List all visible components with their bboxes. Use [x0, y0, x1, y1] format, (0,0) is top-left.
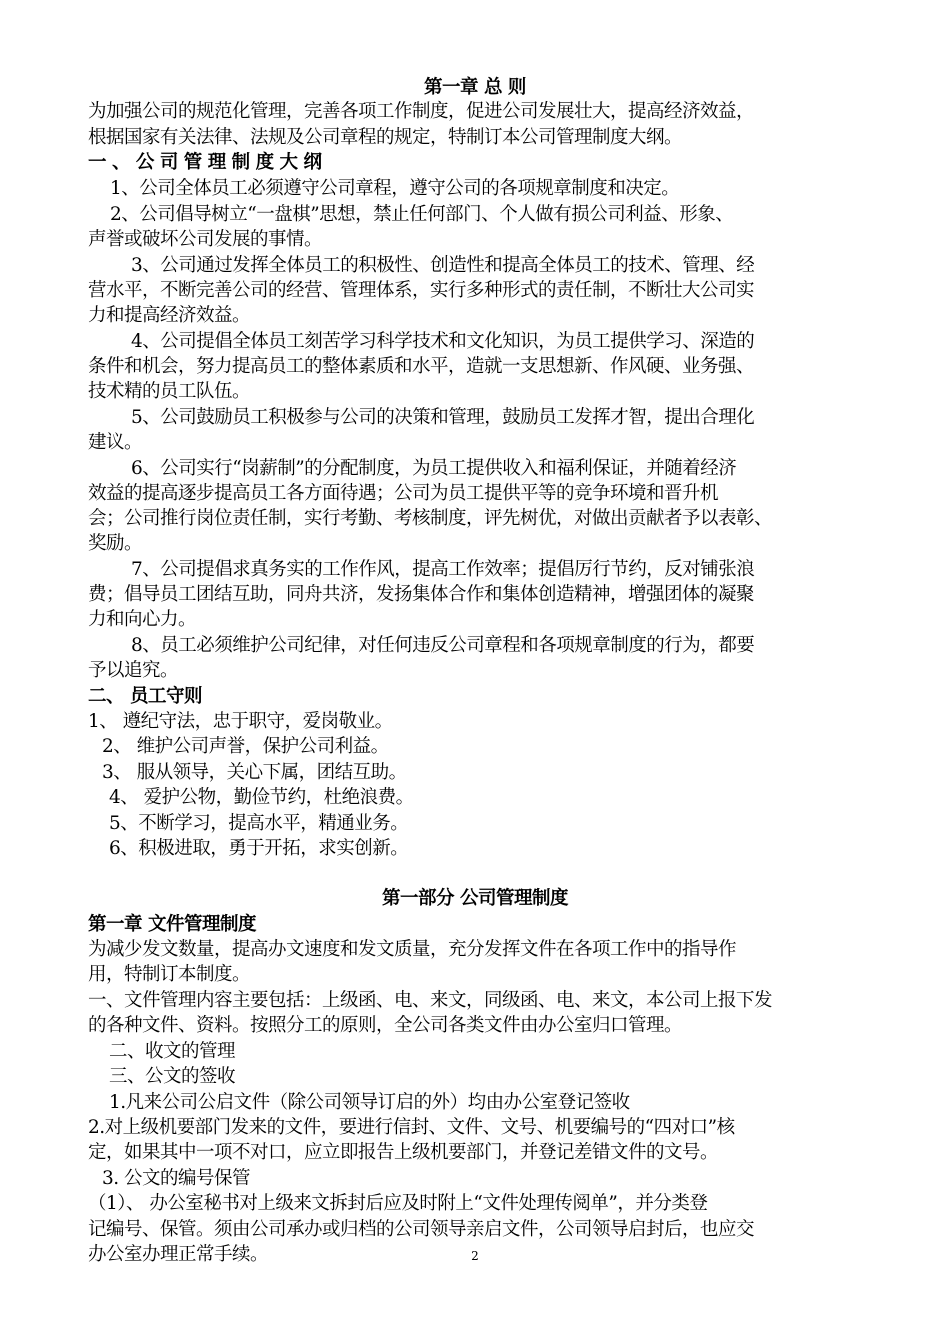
chapter-title: 第一章 总 则: [424, 77, 526, 98]
list-item: 6、积极进取，勇于开拓，求实创新。: [109, 838, 409, 859]
paragraph-line: 技术精的员工队伍。: [88, 381, 251, 402]
paragraph-line: 根据国家有关法律、法规及公司章程的规定，特制订本公司管理制度大纲。: [88, 127, 683, 148]
paragraph-line: 1、公司全体员工必须遵守公司章程，遵守公司的各项规章制度和决定。: [110, 178, 680, 199]
paragraph-line: 条件和机会，努力提高员工的整体素质和水平，造就一支思想新、作风硬、业务强、: [88, 356, 755, 377]
paragraph-line: 力和向心力。: [88, 609, 197, 630]
paragraph-line: 6、公司实行“岗薪制”的分配制度，为员工提供收入和福利保证，并随着经济: [131, 458, 737, 479]
page-number: 2: [471, 1249, 479, 1263]
paragraph-line: 的各种文件、资料。按照分工的原则，全公司各类文件由办公室归口管理。: [88, 1015, 683, 1036]
paragraph-line: 8、员工必须维护公司纪律，对任何违反公司章程和各项规章制度的行为，都要: [131, 635, 755, 656]
paragraph-line: 4、公司提倡全体员工刻苦学习科学技术和文化知识，为员工提供学习、深造的: [131, 331, 755, 352]
list-item: 3、 服从领导，关心下属，团结互助。: [102, 762, 407, 783]
paragraph-line: 5、公司鼓励员工积极参与公司的决策和管理，鼓励员工发挥才智，提出合理化: [131, 407, 755, 428]
part-title: 第一部分 公司管理制度: [382, 888, 568, 909]
paragraph-line: 会；公司推行岗位责任制，实行考勤、考核制度，评先树优，对做出贡献者予以表彰、: [88, 508, 773, 529]
paragraph-line: 声誉或破坏公司发展的事情。: [88, 229, 323, 250]
paragraph-line: 建议。: [88, 432, 143, 453]
paragraph-line: 效益的提高逐步提高员工各方面待遇；公司为员工提供平等的竞争环境和晋升机: [88, 483, 719, 504]
paragraph-line: 办公室办理正常手续。: [88, 1244, 269, 1265]
paragraph-line: 一、文件管理内容主要包括：上级函、电、来文，同级函、电、来文，本公司上报下发: [88, 990, 773, 1011]
paragraph-line: 定，如果其中一项不对口，应立即报告上级机要部门，并登记差错文件的文号。: [88, 1142, 719, 1163]
list-item: 5、不断学习，提高水平，精通业务。: [109, 813, 409, 834]
paragraph-line: 为加强公司的规范化管理，完善各项工作制度，促进公司发展壮大，提高经济效益，: [88, 101, 755, 122]
chapter-heading: 第一章 文件管理制度: [88, 914, 256, 935]
paragraph-line: 予以追究。: [88, 660, 179, 681]
section-heading: 一 、 公 司 管 理 制 度 大 纲: [88, 152, 322, 173]
list-item: 1、 遵纪守法，忠于职守，爱岗敬业。: [88, 711, 393, 732]
paragraph-line: 用，特制订本制度。: [88, 964, 251, 985]
paragraph-line: 二、收文的管理: [109, 1041, 236, 1062]
paragraph-line: 为减少发文数量，提高办文速度和发文质量，充分发挥文件在各项工作中的指导作: [88, 939, 737, 960]
paragraph-line: 2.对上级机要部门发来的文件，要进行信封、文件、文号、机要编号的“四对口”核: [88, 1117, 735, 1138]
paragraph-line: 奖励。: [88, 533, 143, 554]
paragraph-line: 7、公司提倡求真务实的工作作风，提高工作效率；提倡厉行节约，反对铺张浪: [131, 559, 755, 580]
paragraph-line: （1）、 办公室秘书对上级来文拆封后应及时附上“文件处理传阅单”，并分类登: [88, 1193, 708, 1214]
paragraph-line: 营水平，不断完善公司的经营、管理体系，实行多种形式的责任制，不断壮大公司实: [88, 280, 755, 301]
paragraph-line: 三、公文的签收: [109, 1066, 236, 1087]
list-item: 4、 爱护公物，勤俭节约，杜绝浪费。: [109, 787, 414, 808]
paragraph-line: 1.凡来公司公启文件（除公司领导订启的外）均由办公室登记签收: [109, 1092, 630, 1113]
list-item: 2、 维护公司声誉，保护公司利益。: [102, 736, 389, 757]
paragraph-line: 力和提高经济效益。: [88, 305, 251, 326]
paragraph-line: 记编号、保管。须由公司承办或归档的公司领导亲启文件，公司领导启封后，也应交: [88, 1219, 755, 1240]
paragraph-line: 3. 公文的编号保管: [102, 1168, 251, 1189]
paragraph-line: 3、公司通过发挥全体员工的积极性、创造性和提高全体员工的技术、管理、经: [131, 255, 755, 276]
paragraph-line: 2、公司倡导树立“一盘棋”思想，禁止任何部门、个人做有损公司利益、形象、: [110, 204, 734, 225]
paragraph-line: 费；倡导员工团结互助，同舟共济，发扬集体合作和集体创造精神，增强团体的凝聚: [88, 584, 755, 605]
section-heading: 二、 员工守则: [88, 686, 202, 707]
